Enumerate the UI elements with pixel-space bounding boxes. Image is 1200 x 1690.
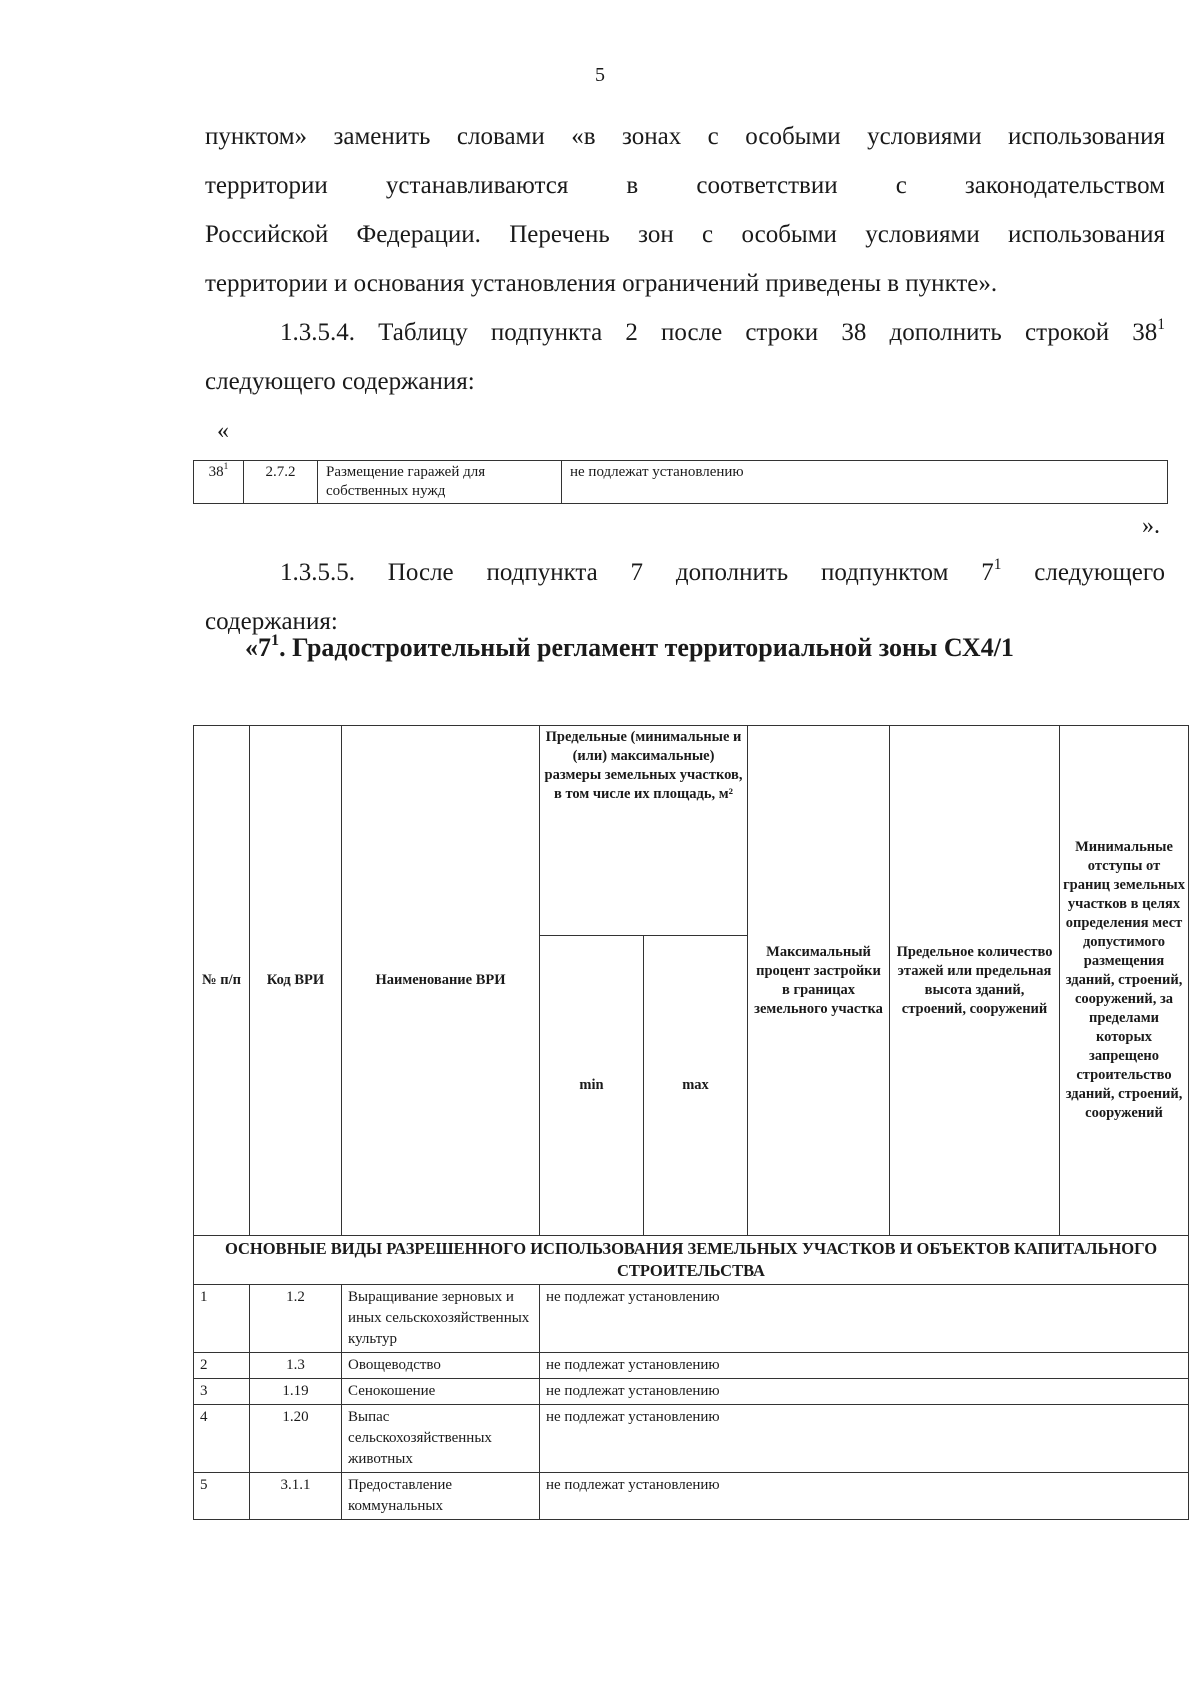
row-value: не подлежат установлению [540,1473,1189,1520]
row-name: Размещение гаражей для собственных нужд [318,461,562,504]
header-sizes: Предельные (минимальные и (или) максимальные) размеры земельных участков, в том числе их площадь, м² [540,726,748,936]
row-name: Предоставление коммунальных [342,1473,540,1520]
paragraph-line: следующего содержания: [205,368,475,395]
row-value: не подлежат установлению [540,1405,1189,1473]
header-name: Наименование ВРИ [342,726,540,1236]
row-name: Выпас сельскохозяйственных животных [342,1405,540,1473]
header-min: min [540,936,644,1236]
section-title: ОСНОВНЫЕ ВИДЫ РАЗРЕШЕННОГО ИСПОЛЬЗОВАНИЯ ЗЕМЕЛЬНЫХ УЧАСТКОВ И ОБЪЕКТОВ КАПИТАЛЬНОГО СТРОИТЕЛЬСТВА [194,1236,1189,1285]
row-value: не подлежат установлению [540,1285,1189,1353]
inserted-row-table [193,460,1168,504]
header-setbacks: Минимальные отступы от границ земельных участков в целях определения мест допустимого размещения зданий, строений, сооружений, за пределами которых запрещено строительство зданий, строений, сооружений [1060,726,1189,1236]
row-code: 1.3 [250,1353,342,1379]
section-heading: «$7^1$. Градостроительный регламент территориальной зоны СХ4/1 [245,631,1014,662]
superscript: 1 [1157,316,1165,334]
header-coverage: Максимальный процент застройки в границах земельного участка [748,726,890,1236]
closing-quote: ». [1142,513,1160,539]
row-number: 2 [194,1353,250,1379]
paragraph-line: Российской Федерации. Перечень зон с особыми условиями использования [205,221,1165,248]
paragraph-line: содержания: [205,608,338,635]
table-row [194,1379,1189,1405]
table-row [194,1473,1189,1520]
row-code: 1.20 [250,1405,342,1473]
row-number: 5 [194,1473,250,1520]
paragraph-subitem-amendment: 1.3.5.5. После подпункта 7 дополнить подпунктом $7^1$ следующего [280,556,1165,586]
paragraph-line: территории устанавливаются в соответствии с законодательством [205,172,1165,199]
row-code: 1.19 [250,1379,342,1405]
header-code: Код ВРИ [250,726,342,1236]
row-code: 1.2 [250,1285,342,1353]
row-number: $38^1$ [194,461,244,504]
row-name: Выращивание зерновых и иных сельскохозяйственных культур [342,1285,540,1353]
zone-regulation-table [193,725,1189,1520]
paragraph-line: пунктом» заменить словами «в зонах с особыми условиями использования [205,123,1165,150]
row-number: 3 [194,1379,250,1405]
header-max: max [644,936,748,1236]
row-name: Овощеводство [342,1353,540,1379]
header-floors: Предельное количество этажей или предельная высота зданий, строений, сооружений [890,726,1060,1236]
row-number: 4 [194,1405,250,1473]
paragraph-line: территории и основания установления ограничений приведены в пункте». [205,270,998,297]
section-row [194,1236,1189,1285]
row-name: Сенокошение [342,1379,540,1405]
row-value: не подлежат установлению [562,461,1168,504]
superscript: 1 [993,556,1002,574]
table-row [194,1353,1189,1379]
row-number: 1 [194,1285,250,1353]
row-code: 3.1.1 [250,1473,342,1520]
row-code: 2.7.2 [244,461,318,504]
row-value: не подлежат установлению [540,1379,1189,1405]
header-row [194,726,1189,936]
row-value: не подлежат установлению [540,1353,1189,1379]
paragraph-table-amendment: 1.3.5.4. Таблицу подпункта 2 после строки 38 дополнить строкой $38^1$ [280,316,1165,346]
opening-quote: « [217,418,229,444]
page-number: 5 [595,64,605,86]
table-row [194,461,1168,504]
table-row [194,1285,1189,1353]
table-row [194,1405,1189,1473]
header-num: № п/п [194,726,250,1236]
